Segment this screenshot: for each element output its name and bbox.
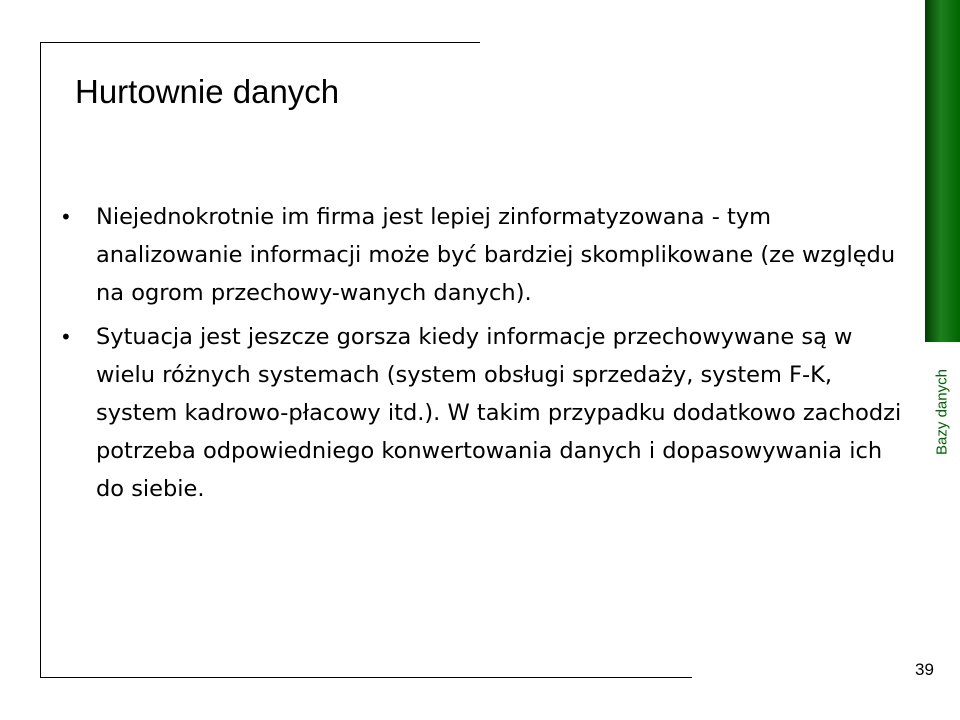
bullet-list [56,198,916,514]
page-number: 39 [915,660,934,679]
slide-frame-left-line [40,42,41,678]
bullet-marker: • [60,325,72,349]
slide-title: Hurtownie danych [75,73,340,110]
bullet-text: Niejednokrotnie im firma jest lepiej zinformatyzowana - tym analizowanie informacji może być bardziej skomplikowane (ze względu na ogrom przechowy-wanych danych). [96,204,896,306]
bullet-item [56,318,916,508]
bullet-marker: • [60,205,72,229]
bullet-item [56,198,916,312]
side-accent-bar [925,0,960,342]
slide-frame-top-line [40,42,480,43]
bullet-text: Sytuacja jest jeszcze gorsza kiedy informacje przechowywane są w wielu różnych systemach (system obsługi sprzedaży, system F-K, system kadrowo-płacowy itd.). W takim przypadku dodatkowo zachodzi potrzeba odpowiedniego konwertowania danych i dopasowywania ich do siebie. [96,324,902,502]
side-label: Bazy danych [933,369,951,455]
slide-frame-bottom-line [40,677,692,678]
